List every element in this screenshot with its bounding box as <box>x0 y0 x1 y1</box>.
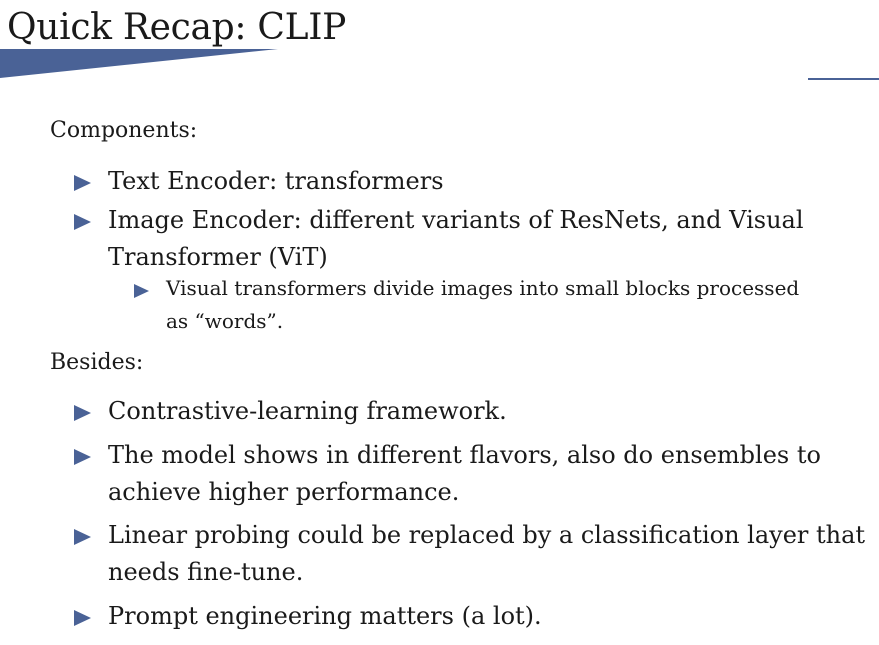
bullet-text: Contrastive-learning framework. <box>108 397 507 425</box>
header-rule <box>808 78 879 80</box>
section-heading-components: Components: <box>50 118 198 143</box>
triangle-bullet-icon <box>74 175 91 191</box>
sub-bullet-text: Visual transformers divide images into small blocks processed as “words”. <box>166 276 800 333</box>
bullet-text: Prompt engineering matters (a lot). <box>108 602 542 630</box>
triangle-bullet-icon <box>74 405 91 421</box>
triangle-bullet-icon <box>74 214 91 230</box>
triangle-bullet-icon <box>74 529 91 545</box>
section-heading-besides: Besides: <box>50 350 144 375</box>
slide-title: Quick Recap: CLIP <box>7 7 347 48</box>
bullet-text: Text Encoder: transformers <box>108 167 444 195</box>
title-accent-bar <box>0 47 280 79</box>
bullet-text: Linear probing could be replaced by a classification layer that needs fine-tune. <box>108 521 866 586</box>
triangle-bullet-icon <box>134 284 149 298</box>
bullet-text: Image Encoder: different variants of ResNets, and Visual Transformer (ViT) <box>108 206 804 271</box>
triangle-bullet-icon <box>74 610 91 626</box>
triangle-bullet-icon <box>74 449 91 465</box>
bullet-text: The model shows in different flavors, also do ensembles to achieve higher performance. <box>108 441 821 506</box>
